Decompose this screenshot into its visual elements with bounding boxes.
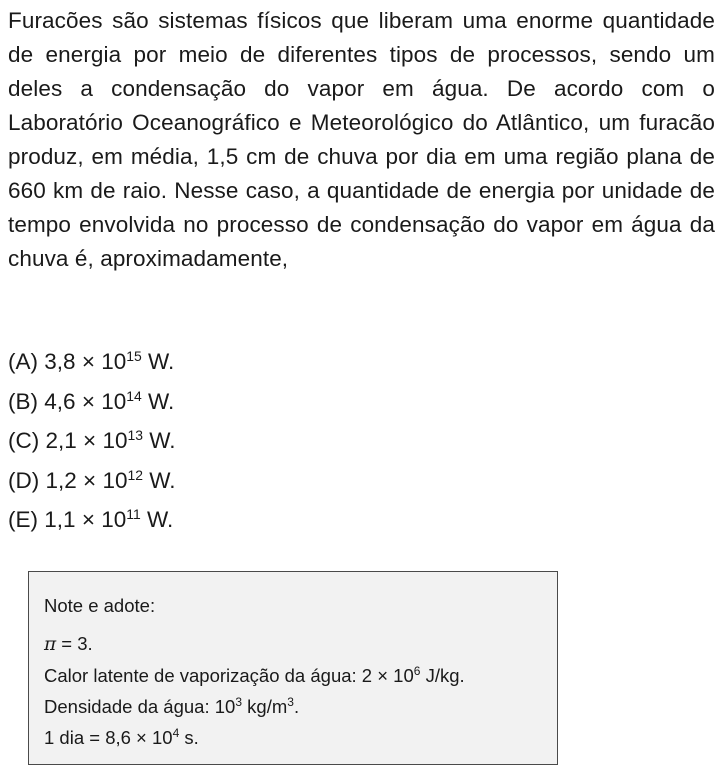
option-unit: W. <box>146 507 174 532</box>
day-text: 1 dia = 8,6 × 10 <box>44 727 173 748</box>
option-unit: W. <box>148 349 175 374</box>
question-text: Furacões são sistemas físicos que liberam uma enorme quantidade de energia por meio de diferentes tipos de processos, sendo um deles a condensação do vapor em água. De acordo com o Laboratório Oceanográfico e Meteorológico do Atlântico, um furacão produz, em média, 1,5 cm de chuva por dia em uma região plana de 660 km de raio. Nesse caso, a quantidade de energia por unidade de tempo envolvida no processo de condensação do vapor em água da chuva é, aproximadamente, <box>8 8 715 271</box>
option-exponent: 12 <box>127 466 143 483</box>
pi-value: = 3. <box>56 633 93 654</box>
option-base: 10 <box>102 428 128 453</box>
latent-heat-exponent: 6 <box>413 663 421 678</box>
option-base: 10 <box>101 349 127 374</box>
times-symbol: × <box>83 467 97 493</box>
answer-options <box>8 342 176 540</box>
option-mantissa: 1,2 <box>45 467 77 493</box>
option-mantissa: 4,6 <box>44 388 76 414</box>
density-exponent: 3 <box>235 694 243 709</box>
option-exponent: 13 <box>127 427 143 444</box>
density-period: . <box>293 696 300 717</box>
option-mantissa: 1,1 <box>44 507 76 532</box>
option-a[interactable] <box>8 342 176 382</box>
option-exponent: 11 <box>126 506 141 523</box>
latent-heat-text: Calor latente de vaporização da água: 2 × 10 <box>44 665 414 686</box>
option-exponent: 15 <box>126 348 142 365</box>
option-mantissa: 2,1 <box>45 428 77 453</box>
option-letter: (C) <box>8 428 40 453</box>
option-unit: W. <box>148 388 175 414</box>
option-letter: (B) <box>8 388 38 414</box>
option-c[interactable] <box>8 421 176 461</box>
option-letter: (D) <box>8 467 40 493</box>
option-exponent: 14 <box>126 387 142 404</box>
option-base: 10 <box>101 388 127 414</box>
density-text: Densidade da água: 10 <box>44 696 236 717</box>
option-base: 10 <box>102 467 128 493</box>
note-title: Note e adote: <box>44 595 156 616</box>
day-exponent: 4 <box>172 725 180 740</box>
day-unit: s. <box>179 727 199 748</box>
note-latent-heat <box>44 660 557 691</box>
option-mantissa: 3,8 <box>44 349 76 374</box>
note-density <box>44 691 557 722</box>
option-b[interactable] <box>8 382 176 422</box>
option-unit: W. <box>149 467 176 493</box>
option-e[interactable] <box>8 500 176 540</box>
note-day <box>44 722 557 753</box>
latent-heat-unit: J/kg. <box>420 665 465 686</box>
option-unit: W. <box>149 428 176 453</box>
option-letter: (A) <box>8 349 38 374</box>
times-symbol: × <box>81 388 95 414</box>
times-symbol: × <box>81 507 95 532</box>
times-symbol: × <box>81 349 95 374</box>
option-letter: (E) <box>8 507 38 532</box>
density-unit-exponent: 3 <box>287 694 294 709</box>
times-symbol: × <box>83 428 97 453</box>
option-base: 10 <box>101 507 127 532</box>
density-unit: kg/m <box>242 696 288 717</box>
pi-symbol: π <box>44 634 57 655</box>
option-d[interactable] <box>8 461 176 501</box>
note-pi <box>44 628 557 660</box>
note-box <box>28 571 558 765</box>
